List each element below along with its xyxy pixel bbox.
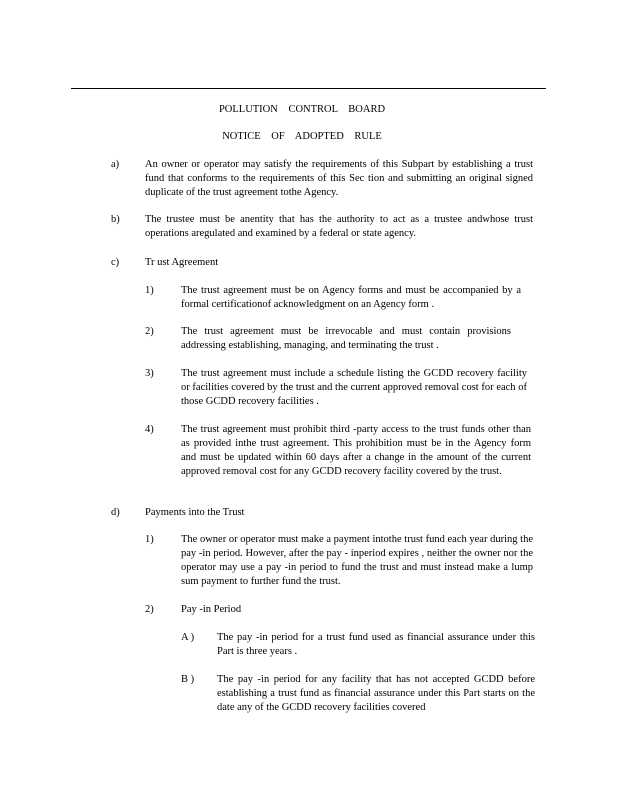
notice-heading: NOTICE OF ADOPTED RULE — [222, 131, 382, 142]
section-d-item-1-label: 1) — [145, 534, 154, 545]
subitem-a-label: A ) — [181, 632, 195, 643]
board-heading: POLLUTION CONTROL BOARD — [218, 104, 386, 115]
section-a-text: An owner or operator may satisfy the requirements of this Subpart by establishing a trust fund that conforms to the requirements of this Sec tion and submitting an original signed duplicate of the trust agreement tothe Agency. — [145, 159, 533, 198]
section-c-item-2-label: 2) — [145, 326, 154, 337]
section-b-text: The trustee must be anentity that has the authority to act as a trustee andwhose trust operations aregulated and examined by a federal or state agency. — [145, 214, 533, 239]
subitem-a-text: The pay -in period for a trust fund used as financial assurance under this Part is three years . — [217, 632, 535, 657]
section-c-item-3-text: The trust agreement must include a schedule listing the GCDD recovery facility or facilities covered by the trust and the current approved removal cost for each of those GCDD recovery facilities . — [181, 368, 527, 407]
subitem-b-text: The pay -in period for any facility that has not accepted GCDD before establishing a trust fund as financial assurance under this Part starts on the date any of the GCDD recovery facilities covered — [217, 674, 535, 713]
section-c-item-4-label: 4) — [145, 424, 154, 435]
section-b-label: b) — [111, 214, 120, 225]
section-d-label: d) — [111, 507, 120, 518]
top-rule-line — [71, 88, 546, 89]
section-c-item-1-label: 1) — [145, 285, 154, 296]
section-c-title: Tr ust Agreement — [145, 257, 219, 268]
section-d-title: Payments into the Trust — [145, 507, 245, 518]
subitem-b-label: B ) — [181, 674, 195, 685]
section-a-label: a) — [111, 159, 120, 170]
section-c-item-4-text: The trust agreement must prohibit third -party access to the trust funds other than as provided inthe trust agreement. This prohibition must be in the Agency form and must be updated within 60 days after a change in the amount of the current approved removal cost for any GCDD recovery facility covered by the trust. — [181, 424, 531, 477]
section-d-item-2-label: 2) — [145, 604, 154, 615]
section-d-item-1-text: The owner or operator must make a payment intothe trust fund each year during the pay -in period. However, after the pay - inperiod expires , neither the owner nor the operator may use a pay -in period to fund the trust and must instead make a lump sum payment to further fund the trust. — [181, 534, 533, 587]
section-d-item-2-title: Pay -in Period — [181, 604, 242, 615]
section-c-item-2-text: The trust agreement must be irrevocable and must contain provisions addressing establishing, managing, and terminating the trust . — [181, 326, 511, 351]
section-c-item-1-text: The trust agreement must be on Agency forms and must be accompanied by a formal certificationof acknowledgment on an Agency form . — [181, 285, 521, 310]
section-c-label: c) — [111, 257, 120, 268]
section-c-item-3-label: 3) — [145, 368, 154, 379]
